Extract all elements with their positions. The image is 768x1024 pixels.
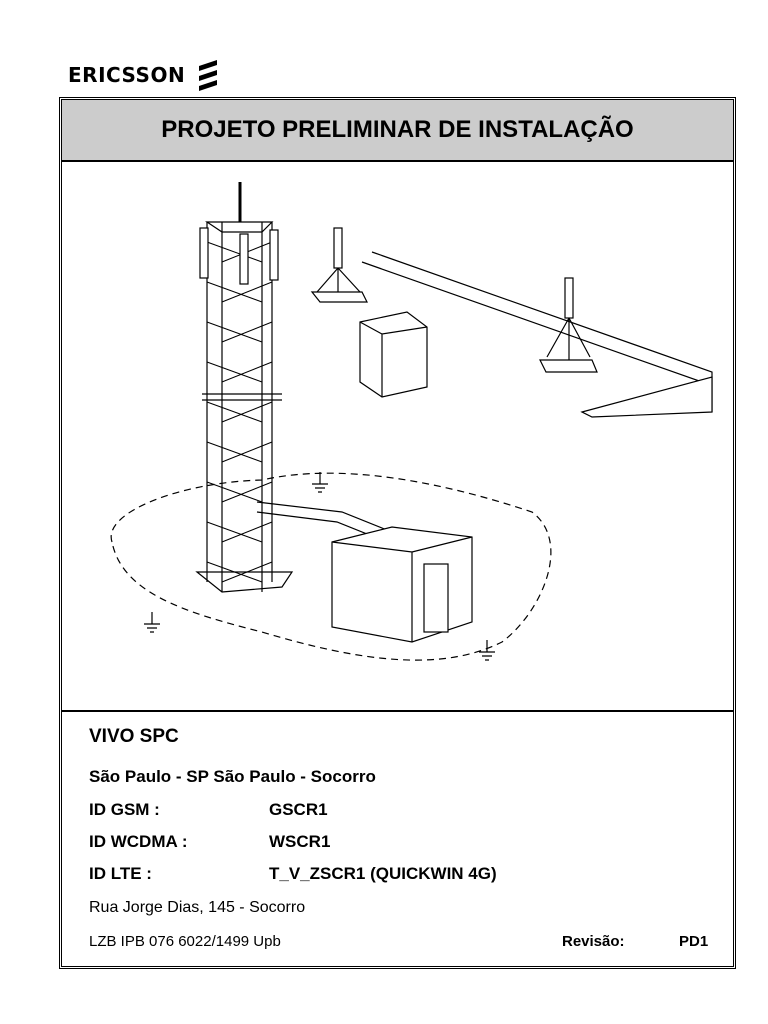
page-title: PROJETO PRELIMINAR DE INSTALAÇÃO: [161, 116, 634, 143]
site-location: São Paulo - SP São Paulo - Socorro: [89, 767, 376, 786]
client-name: VIVO SPC: [89, 726, 179, 747]
tower-site-installation-drawing: [62, 162, 733, 710]
ericsson-logo: [68, 58, 223, 92]
revision-value: PD1: [679, 933, 709, 950]
id-value: WSCR1: [269, 832, 331, 851]
id-label: ID LTE :: [89, 864, 152, 883]
site-info: [62, 712, 733, 966]
cover-frame: [59, 97, 736, 969]
document-number: LZB IPB 076 6022/1499 Upb: [89, 933, 281, 950]
site-drawing: [62, 162, 733, 712]
logo-text: ERICSSON: [68, 63, 186, 87]
id-label: ID WCDMA :: [89, 832, 188, 851]
id-label: ID GSM :: [89, 800, 160, 819]
revision-label: Revisão:: [562, 933, 625, 950]
id-value: T_V_ZSCR1 (QUICKWIN 4G): [269, 864, 497, 883]
ericsson-stripes-icon: [193, 58, 223, 92]
title-box: [62, 100, 733, 162]
site-address: Rua Jorge Dias, 145 - Socorro: [89, 899, 306, 916]
id-value: GSCR1: [269, 800, 328, 819]
